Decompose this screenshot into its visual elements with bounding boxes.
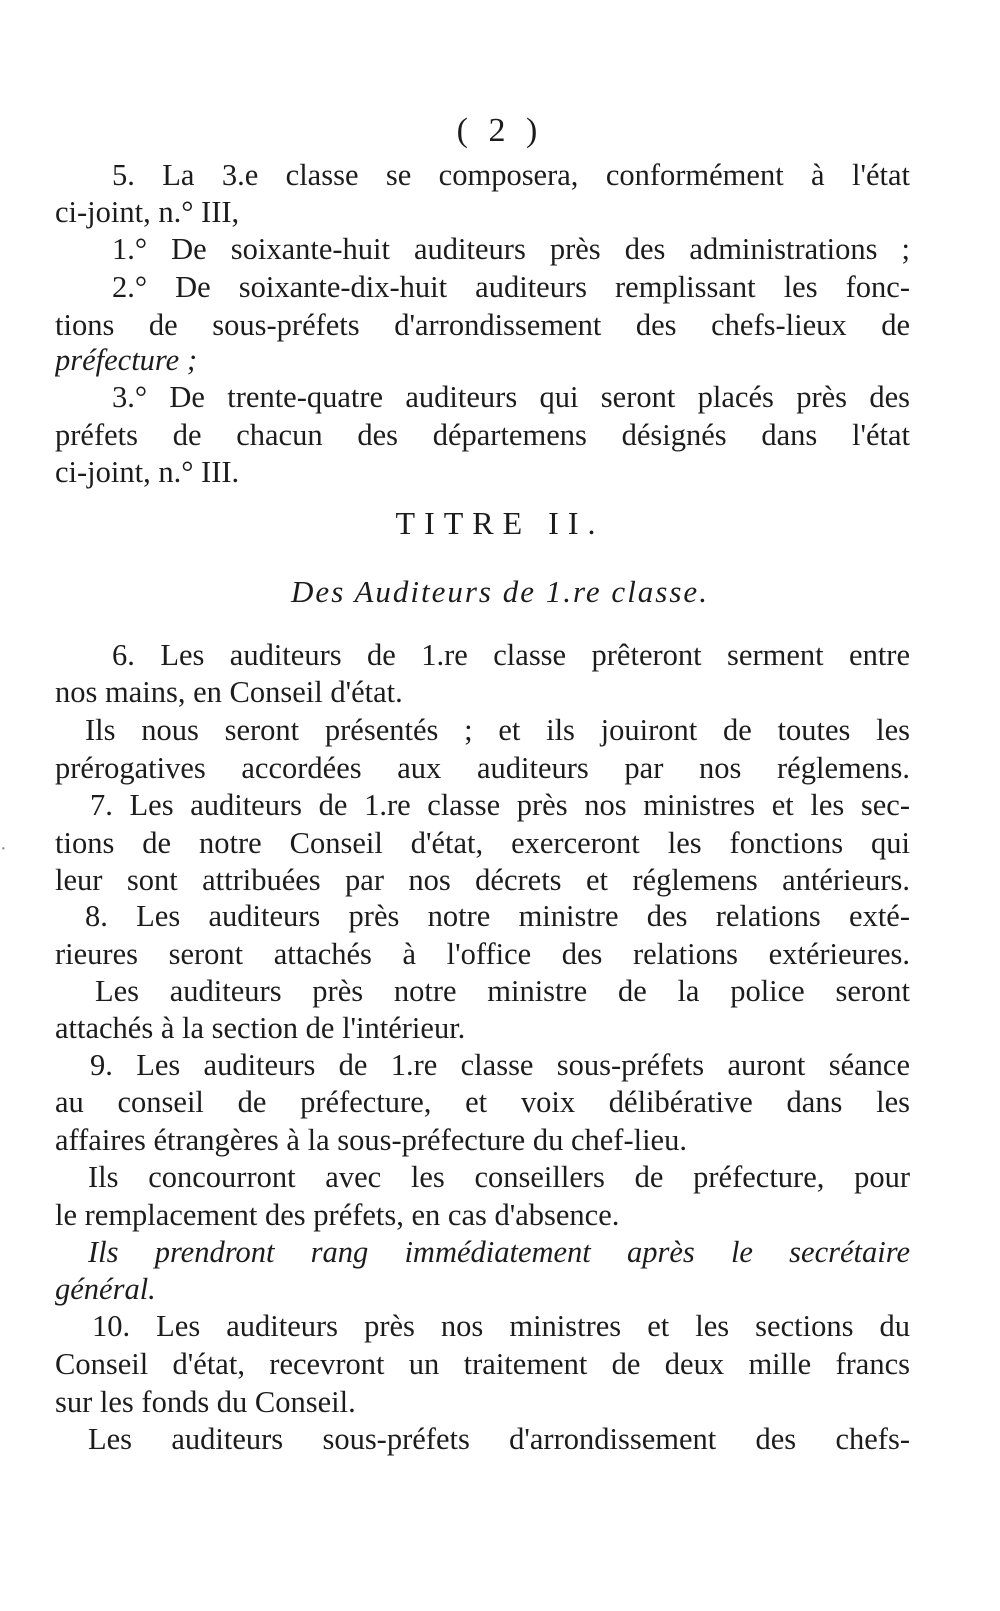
text-line: 5. La 3.e classe se composera, conformément à l'état (112, 158, 910, 192)
text-line: préfecture ; (55, 343, 197, 377)
text-line: tions de notre Conseil d'état, exerceront les fonctions qui (55, 826, 910, 860)
text-line: 3.° De trente-quatre auditeurs qui seront placés près des (112, 380, 910, 414)
page-number: ( 2 ) (456, 112, 544, 149)
text-line: 8. Les auditeurs près notre ministre des relations exté- (85, 899, 910, 933)
text-line: Ils concourront avec les conseillers de préfecture, pour (88, 1160, 910, 1194)
text-line: 9. Les auditeurs de 1.re classe sous-préfets auront séance (90, 1048, 910, 1082)
text-line: 10. Les auditeurs près nos ministres et les sections du (92, 1309, 910, 1343)
text-line: sur les fonds du Conseil. (55, 1385, 356, 1419)
text-line: Les auditeurs sous-préfets d'arrondissement des chefs- (88, 1422, 910, 1456)
margin-mark: · (0, 838, 7, 860)
text-line: nos mains, en Conseil d'état. (55, 675, 403, 709)
section-subtitle: Des Auditeurs de 1.re classe. (291, 574, 709, 609)
text-line: 1.° De soixante-huit auditeurs près des administrations ; (112, 232, 910, 266)
text-line: attachés à la section de l'intérieur. (55, 1011, 466, 1045)
text-line: général. (55, 1272, 156, 1306)
text-line: 7. Les auditeurs de 1.re classe près nos ministres et les sec- (90, 788, 910, 822)
text-line: Ils prendront rang immédiatement après le secrétaire (88, 1235, 910, 1269)
text-line: ci-joint, n.° III, (55, 195, 240, 229)
text-line: 6. Les auditeurs de 1.re classe prêteront serment entre (112, 638, 910, 672)
text-line: Les auditeurs près notre ministre de la police seront (95, 974, 910, 1008)
text-line: prérogatives accordées aux auditeurs par nos réglemens. (55, 751, 910, 785)
text-line: affaires étrangères à la sous-préfecture du chef-lieu. (55, 1123, 687, 1157)
text-line: au conseil de préfecture, et voix délibérative dans les (55, 1085, 910, 1119)
text-line: ci-joint, n.° III. (55, 455, 240, 489)
text-line: rieures seront attachés à l'office des relations extérieures. (55, 937, 910, 971)
text-line: leur sont attribuées par nos décrets et réglemens antérieurs. (55, 863, 910, 897)
text-line: tions de sous-préfets d'arrondissement des chefs-lieux de (55, 308, 910, 342)
text-line: préfets de chacun des départemens désignés dans l'état (55, 418, 910, 452)
section-title: TITRE II. (395, 505, 605, 541)
text-line: 2.° De soixante-dix-huit auditeurs remplissant les fonc- (112, 270, 910, 304)
text-line: le remplacement des préfets, en cas d'absence. (55, 1198, 620, 1232)
text-line: Conseil d'état, recevront un traitement de deux mille francs (55, 1347, 910, 1381)
text-line: Ils nous seront présentés ; et ils jouiront de toutes les (85, 713, 910, 747)
